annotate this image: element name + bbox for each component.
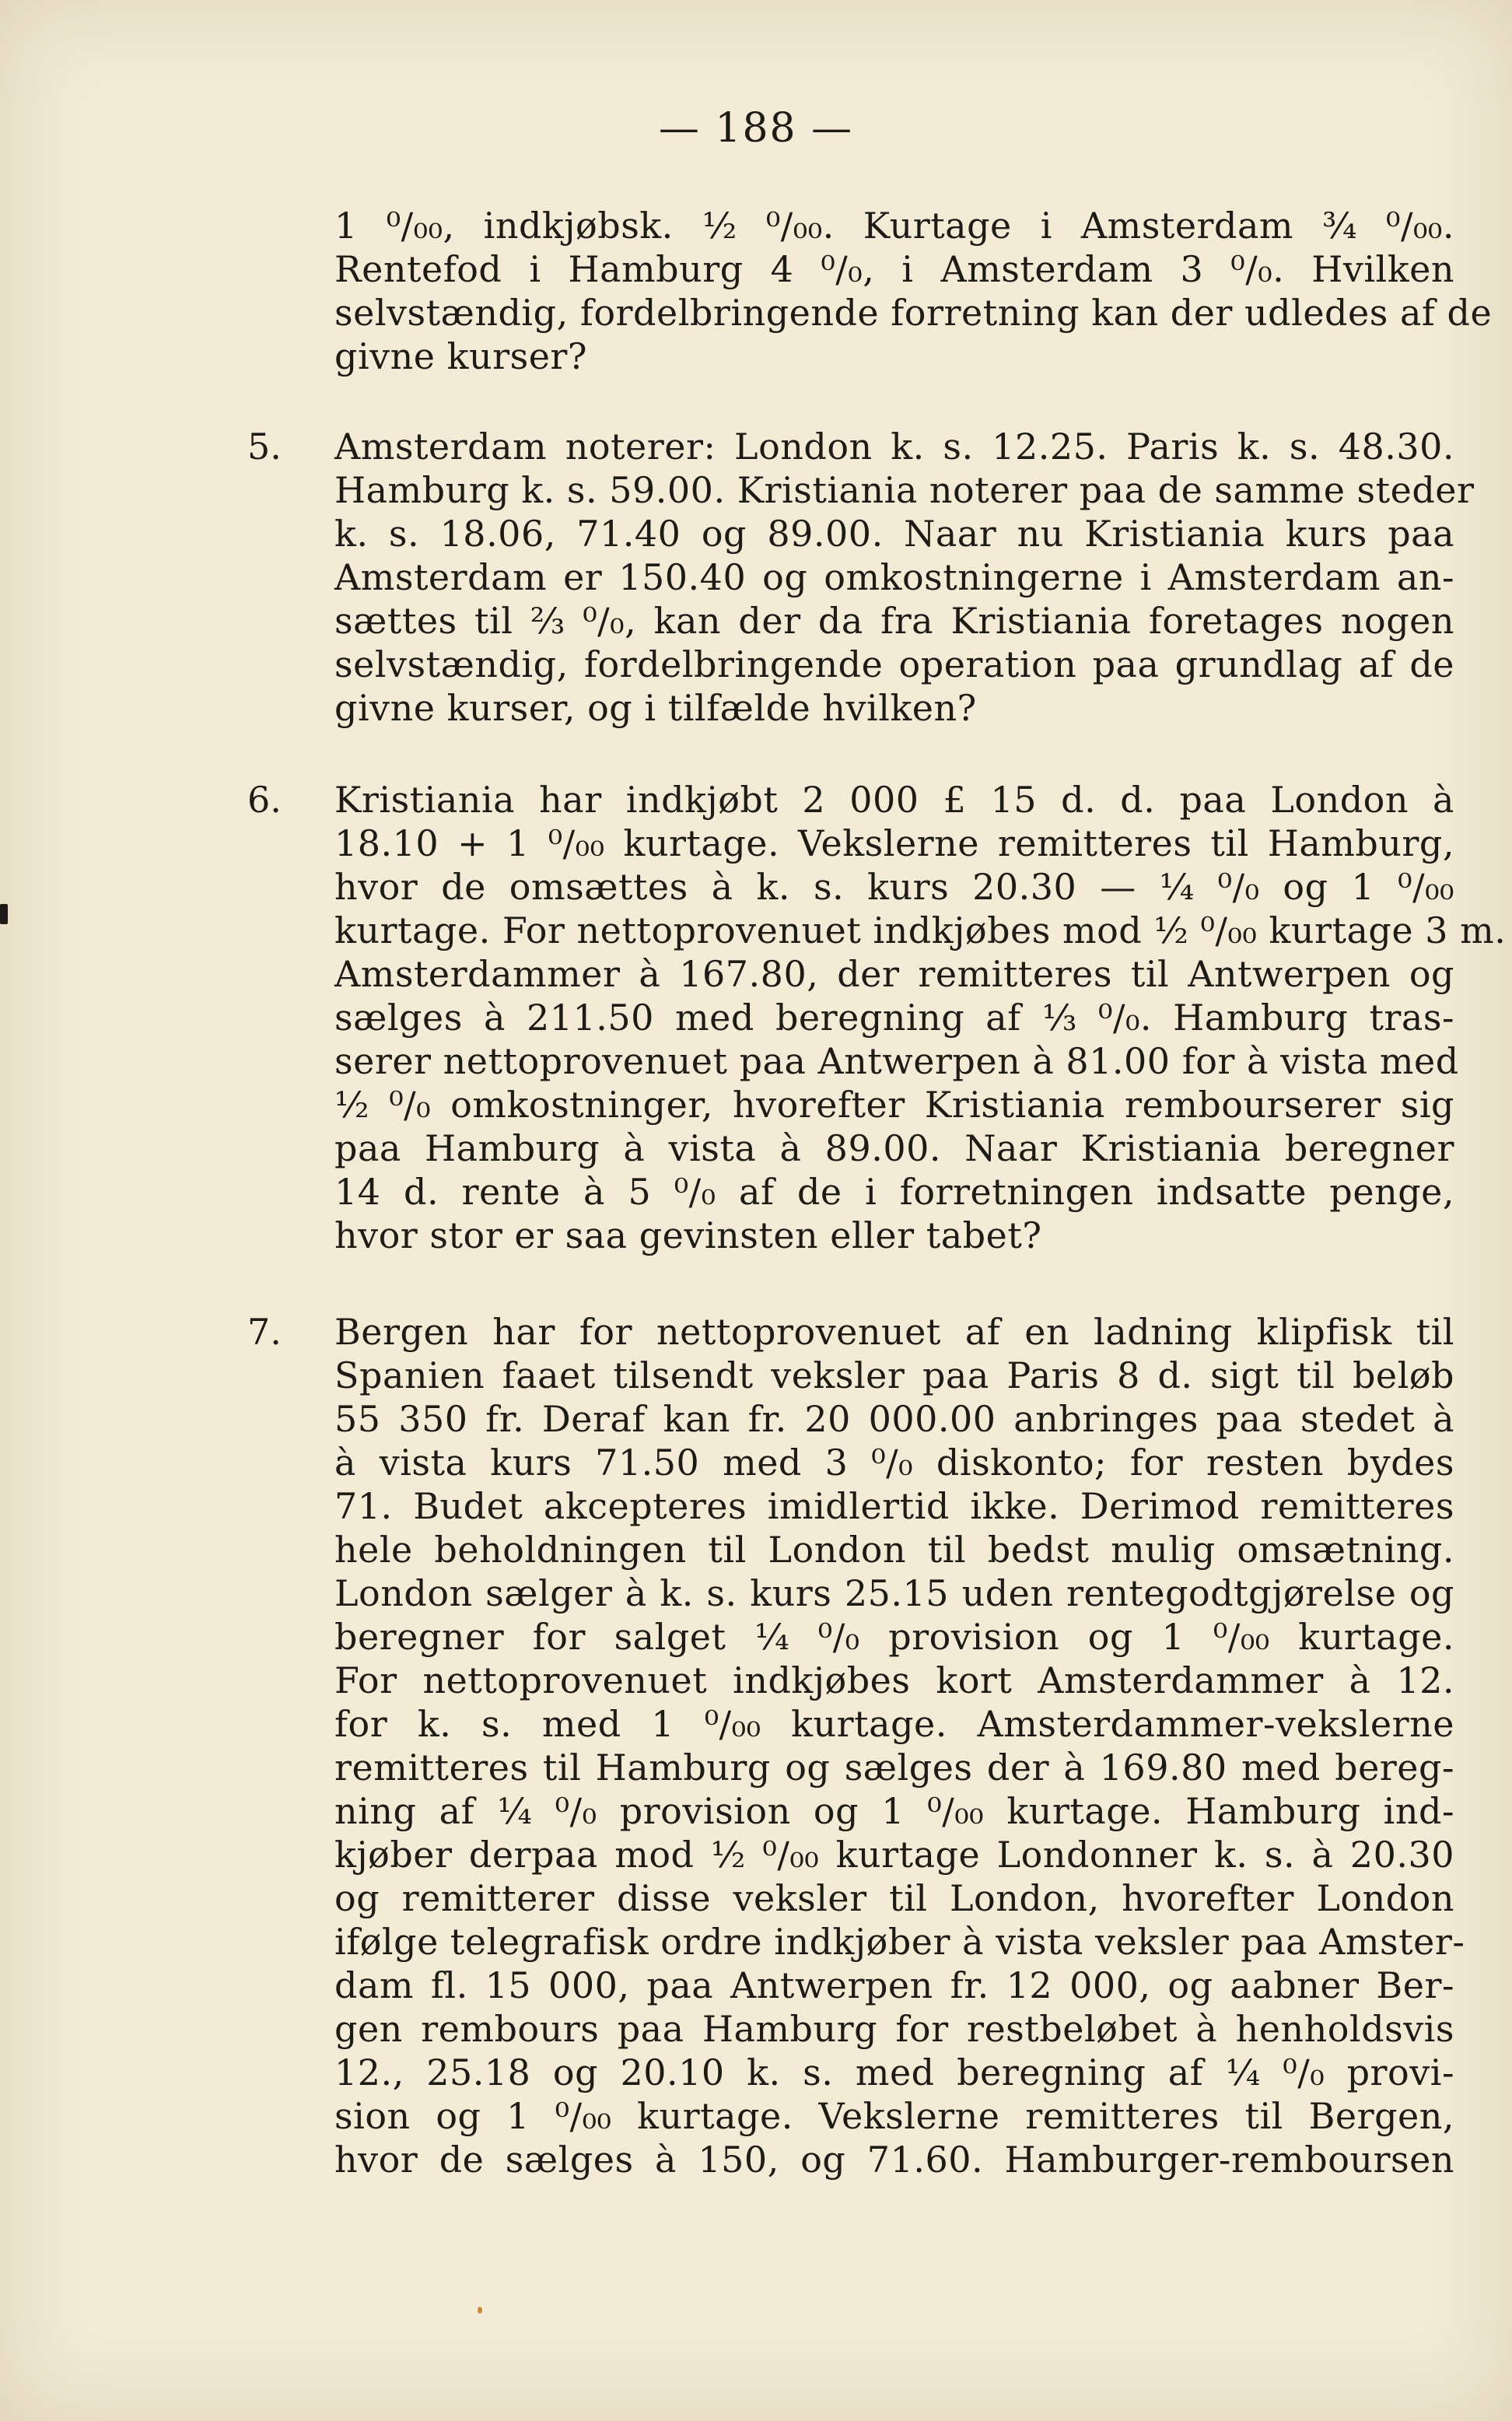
text-line: og remitterer disse veksler til London, hvorefter London — [334, 1877, 1454, 1919]
exercise-text — [334, 778, 1507, 1257]
text-line: sælges à 211.50 med beregning af ⅓ ⁰/₀. Hamburg tras- — [334, 997, 1454, 1039]
text-line: sion og 1 ⁰/₀₀ kurtage. Vekslerne remitteres til Bergen, — [334, 2095, 1454, 2137]
text-line: 55 350 fr. Deraf kan fr. 20 000.00 anbringes paa stedet à — [334, 1398, 1454, 1440]
text-line: Spanien faaet tilsendt veksler paa Paris 8 d. sigt til beløb — [334, 1354, 1454, 1396]
text-line: sættes til ⅔ ⁰/₀, kan der da fra Kristiania foretages nogen — [334, 600, 1454, 642]
text-line: for k. s. med 1 ⁰/₀₀ kurtage. Amsterdammer-vekslerne — [334, 1703, 1454, 1745]
text-line: For nettoprovenuet indkjøbes kort Amsterdammer à 12. — [334, 1659, 1454, 1701]
intro-paragraph — [334, 204, 1493, 378]
exercise-number: 6. — [247, 779, 282, 821]
text-line: Amsterdam er 150.40 og omkostningerne i Amsterdam an- — [334, 556, 1454, 598]
text-line: serer nettoprovenuet paa Antwerpen à 81.00 for à vista med — [334, 1040, 1459, 1082]
text-line: 71. Budet akcepteres imidlertid ikke. Derimod remitteres — [334, 1485, 1454, 1527]
text-line: hele beholdningen til London til bedst mulig omsætning. — [334, 1529, 1454, 1571]
text-line: ½ ⁰/₀ omkostninger, hvorefter Kristiania rembourserer sig — [334, 1084, 1454, 1126]
text-line: remitteres til Hamburg og sælges der à 169.80 med bereg- — [334, 1747, 1454, 1789]
text-line: 12., 25.18 og 20.10 k. s. med beregning af ¼ ⁰/₀ provi- — [334, 2051, 1454, 2093]
text-line: ning af ¼ ⁰/₀ provision og 1 ⁰/₀₀ kurtage. Hamburg ind- — [334, 1790, 1454, 1832]
text-line: hvor de omsættes à k. s. kurs 20.30 — ¼ ⁰/₀ og 1 ⁰/₀₀ — [334, 866, 1454, 908]
text-line: gen rembours paa Hamburg for restbeløbet à henholdsvis — [334, 2008, 1454, 2050]
exercise-text — [334, 1310, 1465, 2181]
text-line: kjøber derpaa mod ½ ⁰/₀₀ kurtage Londonner k. s. à 20.30 — [334, 1834, 1454, 1876]
text-line: 18.10 + 1 ⁰/₀₀ kurtage. Vekslerne remitteres til Hamburg, — [334, 822, 1454, 864]
text-line: Kristiania har indkjøbt 2 000 £ 15 d. d. paa London à — [334, 779, 1454, 821]
text-line: 1 ⁰/₀₀, indkjøbsk. ½ ⁰/₀₀. Kurtage i Amsterdam ¾ ⁰/₀₀. — [334, 205, 1454, 247]
text-line: givne kurser, og i tilfælde hvilken? — [334, 687, 977, 729]
text-line: selvstændig, fordelbringende operation paa grundlag af de — [334, 643, 1454, 685]
text-line: Amsterdammer à 167.80, der remitteres til Antwerpen og — [334, 953, 1454, 995]
text-line: k. s. 18.06, 71.40 og 89.00. Naar nu Kristiania kurs paa — [334, 513, 1454, 555]
text-line: paa Hamburg à vista à 89.00. Naar Kristiania beregner — [334, 1127, 1454, 1169]
text-line: ifølge telegrafisk ordre indkjøber à vista veksler paa Amster- — [334, 1921, 1465, 1963]
text-line: Amsterdam noterer: London k. s. 12.25. Paris k. s. 48.30. — [334, 426, 1454, 468]
text-line: hvor de sælges à 150, og 71.60. Hamburger-remboursen — [334, 2139, 1454, 2181]
text-line: hvor stor er saa gevinsten eller tabet? — [334, 1214, 1042, 1256]
exercise-number: 5. — [247, 426, 282, 468]
margin-mark — [0, 904, 8, 924]
text-line: kurtage. For nettoprovenuet indkjøbes mod ½ ⁰/₀₀ kurtage 3 m. — [334, 909, 1507, 951]
text-line: 14 d. rente à 5 ⁰/₀ af de i forretningen indsatte penge, — [334, 1171, 1454, 1213]
exercise-number: 7. — [247, 1311, 282, 1353]
text-line: beregner for salget ¼ ⁰/₀ provision og 1 ⁰/₀₀ kurtage. — [334, 1616, 1454, 1658]
paper-speck — [478, 2307, 482, 2314]
page-number: — 188 — — [658, 105, 854, 152]
text-line: Bergen har for nettoprovenuet af en ladning klipfisk til — [334, 1311, 1454, 1353]
text-line: London sælger à k. s. kurs 25.15 uden rentegodtgjørelse og — [334, 1572, 1454, 1614]
text-line: à vista kurs 71.50 med 3 ⁰/₀ diskonto; for resten bydes — [334, 1442, 1454, 1484]
text-line: dam fl. 15 000, paa Antwerpen fr. 12 000, og aabner Ber- — [334, 1964, 1454, 2006]
text-line: Hamburg k. s. 59.00. Kristiania noterer paa de samme steder — [334, 469, 1475, 511]
exercise-text — [334, 425, 1475, 730]
text-line: selvstændig, fordelbringende forretning kan der udledes af de — [334, 292, 1493, 334]
text-line: givne kurser? — [334, 335, 588, 377]
text-line: Rentefod i Hamburg 4 ⁰/₀, i Amsterdam 3 ⁰/₀. Hvilken — [334, 248, 1454, 290]
